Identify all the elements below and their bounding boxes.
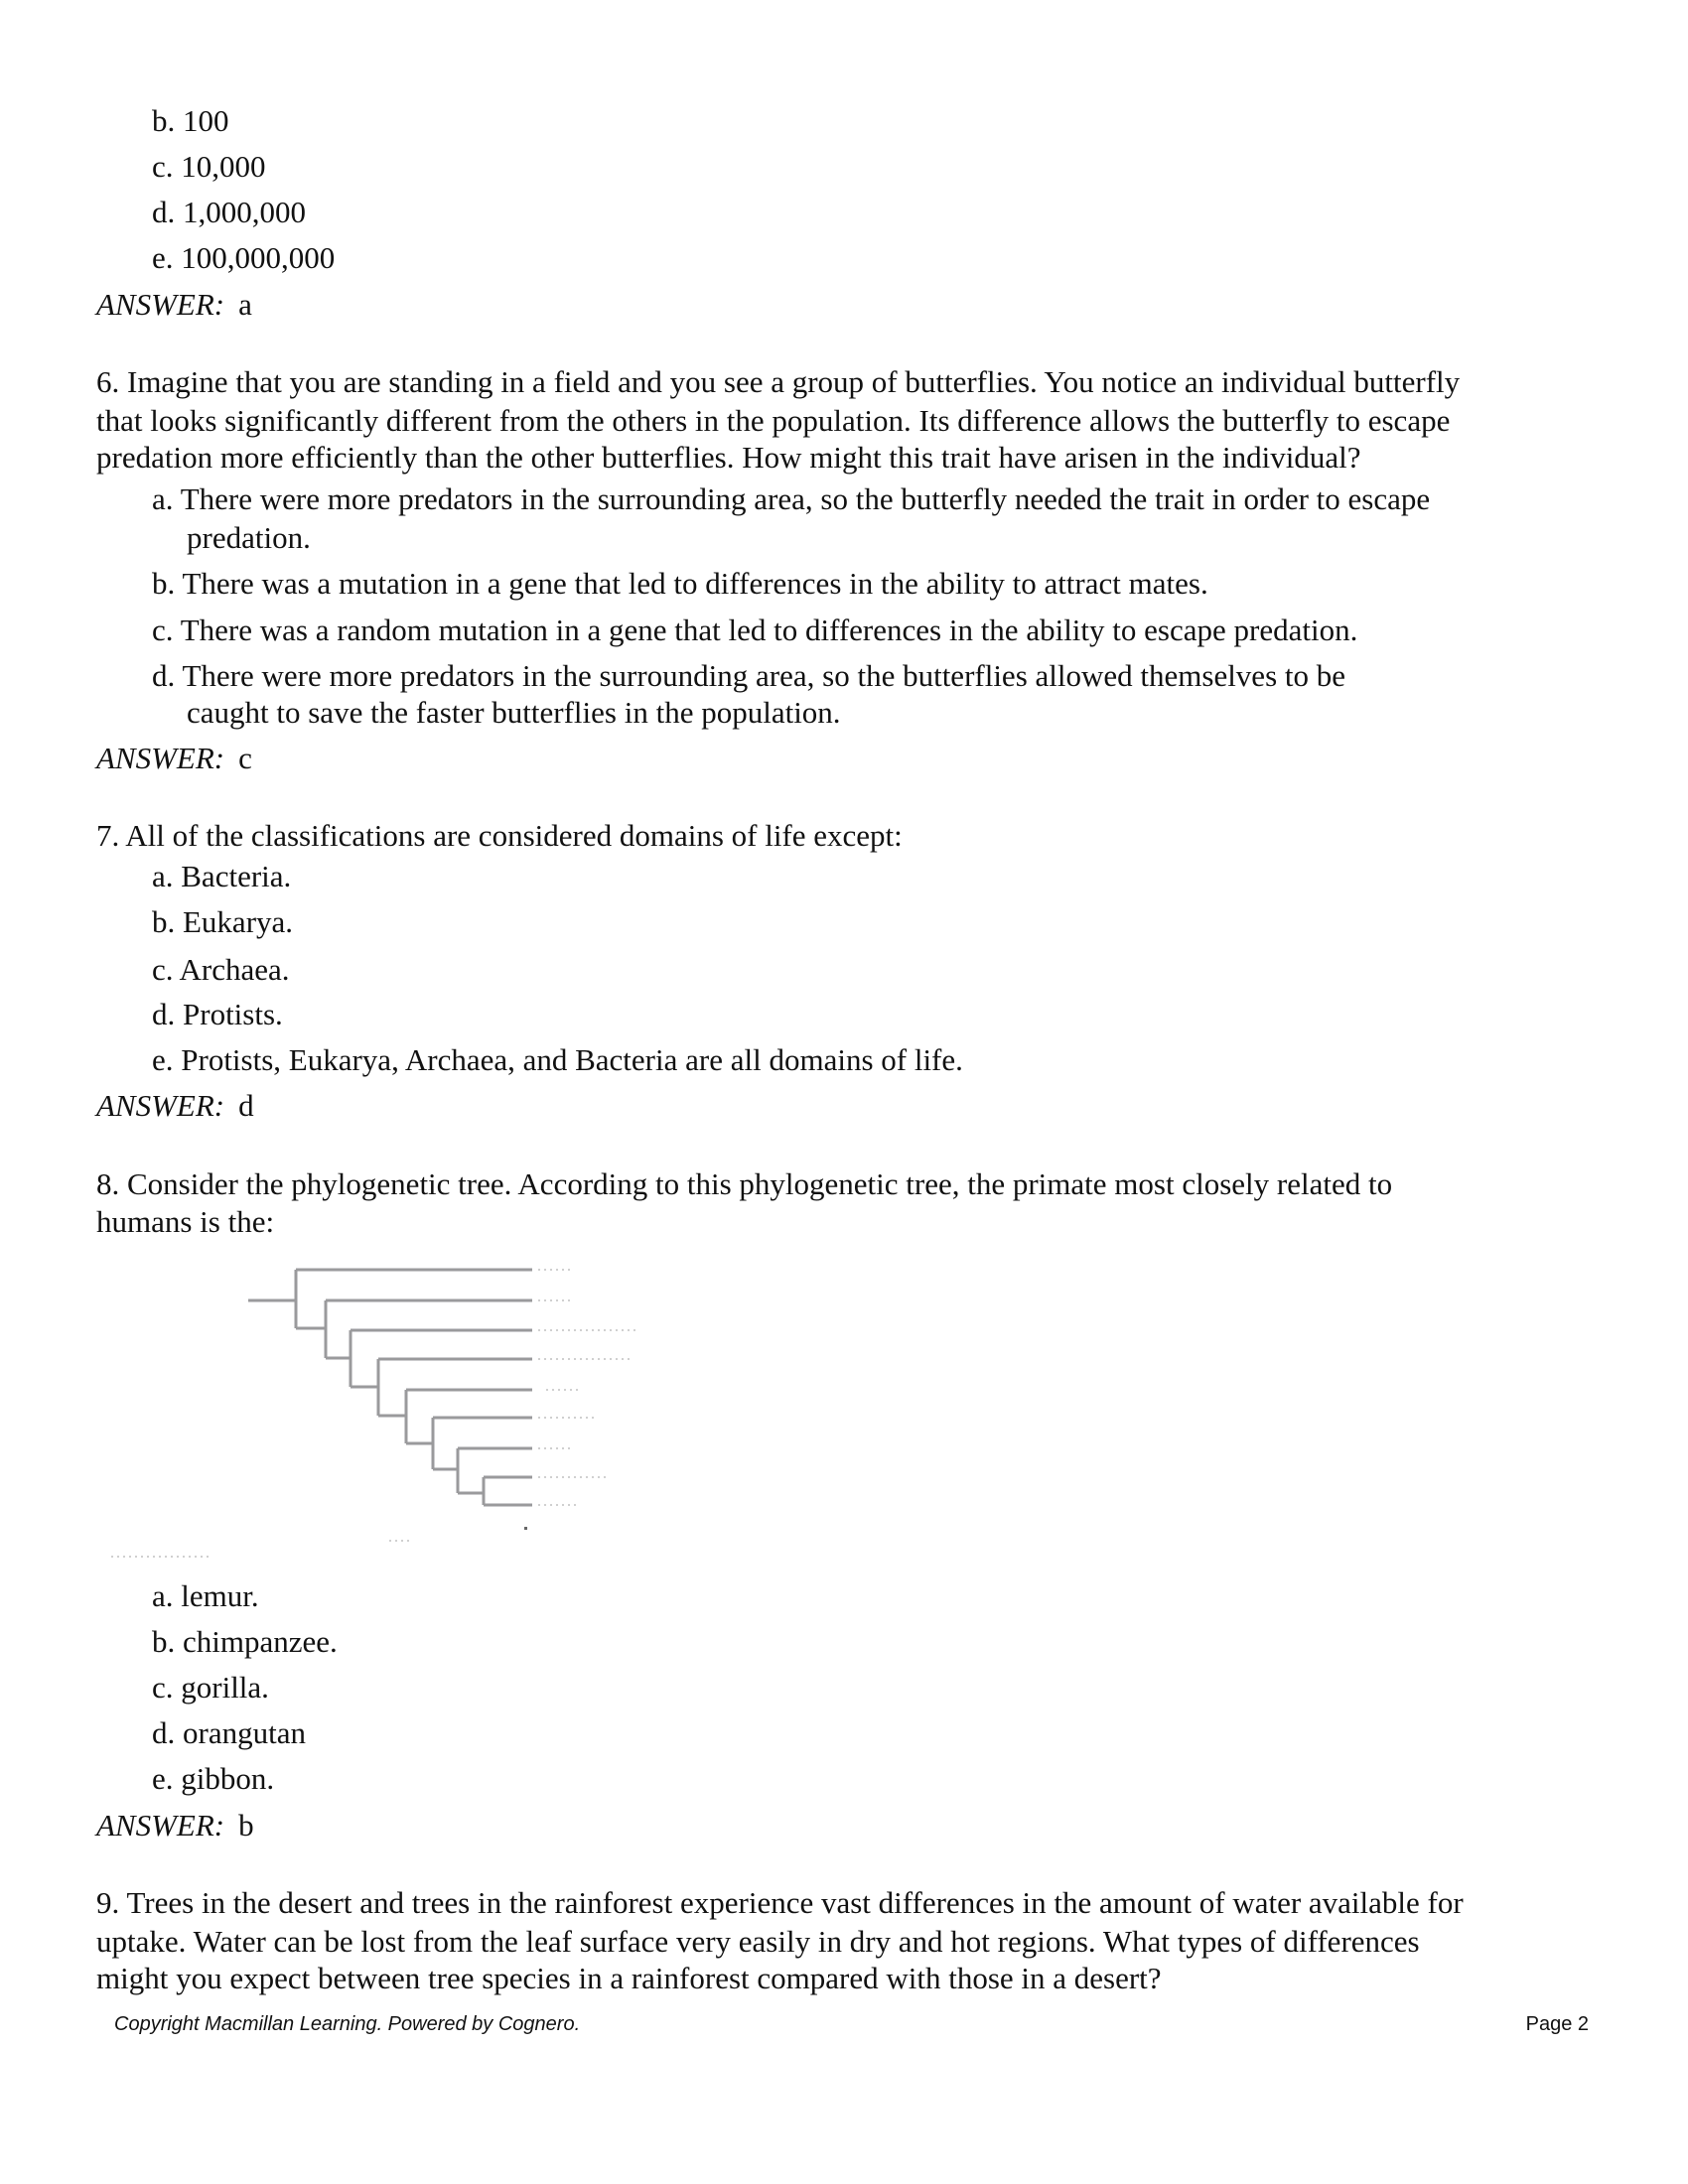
q6-option-a-cont: predation.: [187, 520, 311, 555]
tree-branches: [248, 1270, 532, 1505]
q5-option-b: b. 100: [152, 103, 229, 138]
q7-option-a: a. Bacteria.: [152, 859, 292, 893]
q7-option-b: b. Eukarya.: [152, 904, 294, 939]
q8-option-a: a. lemur.: [152, 1578, 259, 1613]
q6-option-d-cont: caught to save the faster butterflies in the population.: [187, 695, 841, 730]
tree-scale-mark: [524, 1527, 527, 1530]
answer-value: d: [238, 1088, 254, 1123]
q8-stem-line: humans is the:: [96, 1204, 275, 1239]
answer-value: c: [238, 741, 252, 775]
q6-option-a: a. There were more predators in the surrounding area, so the butterfly needed the trait in order to escape: [152, 481, 1431, 516]
q8-option-d: d. orangutan: [152, 1715, 306, 1750]
q7-option-e: e. Protists, Eukarya, Archaea, and Bacteria are all domains of life.: [152, 1042, 963, 1077]
answer-label: ANSWER:: [96, 287, 225, 322]
q5-option-d: d. 1,000,000: [152, 195, 306, 229]
tree-leaf-label-marks: [111, 1270, 637, 1557]
footer-copyright: Copyright Macmillan Learning. Powered by Cognero.: [114, 2013, 581, 2035]
q6-stem-line: that looks significantly different from the others in the population. Its difference allows the butterfly to escape: [96, 403, 1451, 438]
answer-value: b: [238, 1808, 254, 1843]
q6-option-c: c. There was a random mutation in a gene that led to differences in the ability to escape predation.: [152, 613, 1358, 647]
q9-stem-line: might you expect between tree species in a rainforest compared with those in a desert?: [96, 1961, 1162, 1995]
q6-option-d: d. There were more predators in the surrounding area, so the butterflies allowed themselves to be: [152, 658, 1346, 693]
q8-stem-line: 8. Consider the phylogenetic tree. According to this phylogenetic tree, the primate most closely related to: [96, 1166, 1393, 1201]
answer-label: ANSWER:: [96, 1088, 225, 1123]
q6-stem-line: 6. Imagine that you are standing in a field and you see a group of butterflies. You notice an individual butterfly: [96, 364, 1461, 399]
q5-option-e: e. 100,000,000: [152, 240, 336, 275]
page-number: Page 2: [1525, 2013, 1589, 2035]
answer-label: ANSWER:: [96, 741, 225, 775]
q8-option-b: b. chimpanzee.: [152, 1624, 338, 1659]
q7-stem-line: 7. All of the classifications are considered domains of life except:: [96, 818, 903, 853]
q5-option-c: c. 10,000: [152, 149, 266, 184]
q6-stem-line: predation more efficiently than the other butterflies. How might this trait have arisen in the individual?: [96, 440, 1361, 475]
q7-option-c: c. Archaea.: [152, 952, 290, 987]
q8-answer: [96, 1808, 254, 1843]
q9-stem-line: uptake. Water can be lost from the leaf surface very easily in dry and hot regions. What types of differences: [96, 1924, 1420, 1959]
answer-label: ANSWER:: [96, 1808, 225, 1843]
q8-option-c: c. gorilla.: [152, 1670, 269, 1705]
q8-option-e: e. gibbon.: [152, 1761, 275, 1796]
q6-option-b: b. There was a mutation in a gene that led to differences in the ability to attract mates.: [152, 566, 1208, 601]
q7-option-d: d. Protists.: [152, 997, 283, 1031]
answer-value: a: [238, 287, 252, 322]
q9-stem-line: 9. Trees in the desert and trees in the rainforest experience vast differences in the amount of water available for: [96, 1885, 1464, 1920]
